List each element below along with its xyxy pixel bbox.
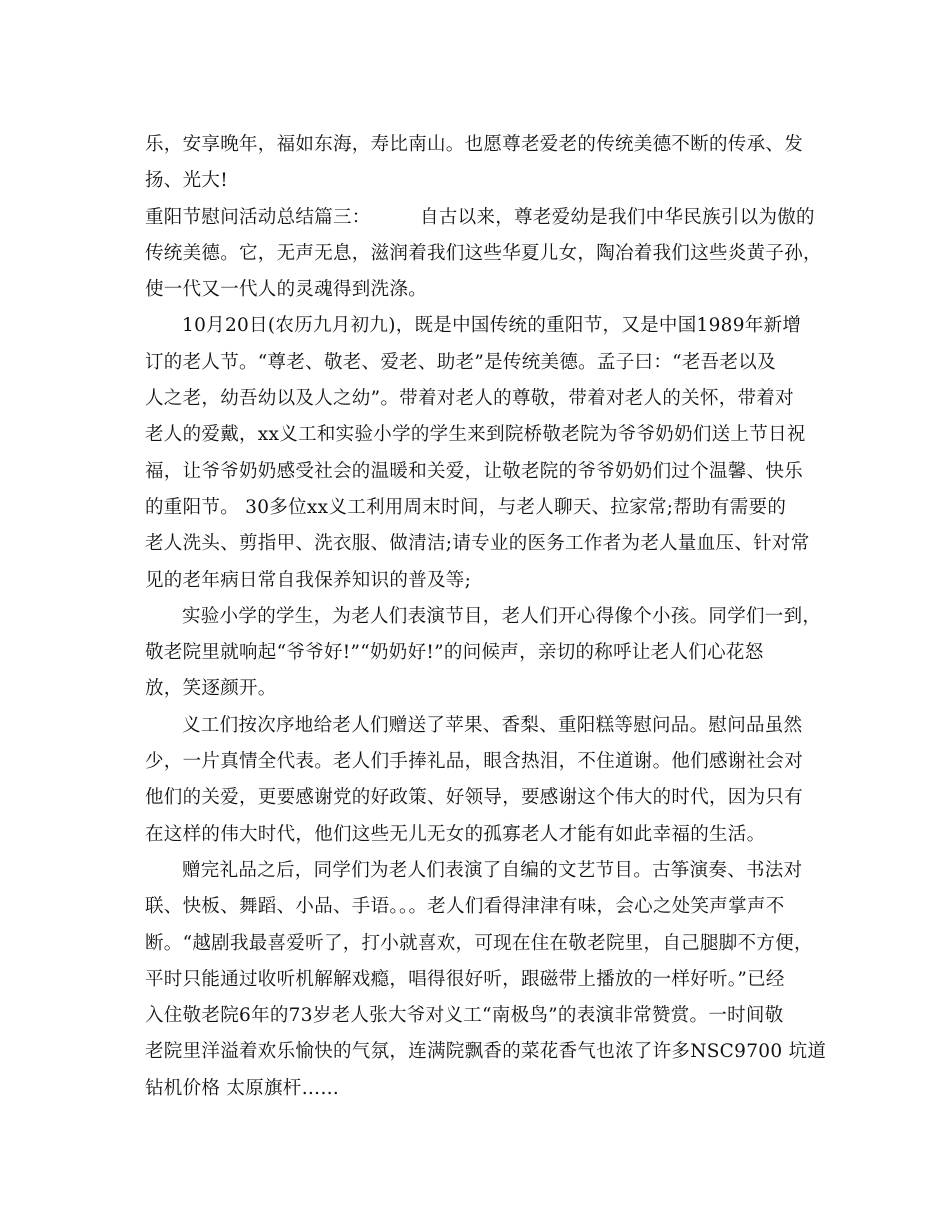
text-line: 扬、光大!	[145, 170, 228, 192]
text-line: 在这样的伟大时代，他们这些无儿无女的孤寡老人才能有如此幸福的生活。	[145, 823, 766, 845]
text-line: 联、快板、舞蹈、小品、手语。。。老人们看得津津有味，会心之处笑声掌声不	[145, 896, 785, 918]
text-line: 乐，安享晚年，福如东海，寿比南山。也愿尊老爱老的传统美德不断的传承、发	[145, 134, 804, 155]
text-line: 使一代又一代人的灵魂得到洗涤。	[145, 279, 428, 301]
text-line: 老人洗头、剪指甲、洗衣服、做清洁;请专业的医务工作者为老人量血压、针对常	[145, 533, 810, 555]
document-body	[145, 127, 827, 1107]
text-line: 他们的关爱，更要感谢党的好政策、好领导，要感谢这个伟大的时代，因为只有	[145, 787, 804, 809]
text-line: 福，让爷爷奶奶感受社会的温暖和关爱，让敬老院的爷爷奶奶们过个温馨、快乐	[145, 460, 804, 482]
text-line: 敬老院里就响起“爷爷好!”“奶奶好!”的问候声，亲切的称呼让老人们心花怒	[145, 642, 764, 664]
text-line: 老人的爱戴，xx义工和实验小学的学生来到院桥敬老院为爷爷奶奶们送上节日祝	[145, 424, 806, 446]
text-line: 老院里洋溢着欢乐愉快的气氛，连满院飘香的菜花香气也浓了许多NSC9700 坑道	[145, 1041, 827, 1063]
text-line: 的重阳节。 30多位xx义工利用周末时间，与老人聊天、拉家常;帮助有需要的	[145, 496, 787, 518]
text-line: 钻机价格 太原旗杆……	[145, 1077, 340, 1099]
text-line: 入住敬老院6年的73岁老人张大爷对义工“南极鸟”的表演非常赞赏。一时间敬	[145, 1005, 784, 1027]
text-line: 少，一片真情全代表。老人们手捧礼品，眼含热泪，不住道谢。他们感谢社会对	[145, 751, 804, 773]
text-line: 见的老年病日常自我保养知识的普及等;	[145, 569, 472, 591]
text-line: 断。“越剧我最喜爱听了，打小就喜欢，可现在住在敬老院里，自己腿脚不方便，	[145, 932, 813, 954]
text-line: 义工们按次序地给老人们赠送了苹果、香梨、重阳糕等慰问品。慰问品虽然	[182, 714, 803, 736]
text-line: 实验小学的学生，为老人们表演节目，老人们开心得像个小孩。同学们一到，	[182, 605, 822, 627]
text-line: 放，笑逐颜开。	[145, 678, 277, 700]
text-line: 平时只能通过收听机解解戏瘾，唱得很好听，跟磁带上播放的一样好听。”已经	[145, 968, 785, 990]
text-line: 传统美德。它，无声无息，滋润着我们这些华夏儿女，陶冶着我们这些炎黄子孙，	[145, 242, 822, 264]
text-line: 重阳节慰问活动总结篇三： 自古以来，尊老爱幼是我们中华民族引以为傲的	[145, 206, 815, 228]
text-line: 人之老，幼吾幼以及人之幼”。带着对老人的尊敬，带着对老人的关怀，带着对	[145, 388, 794, 410]
text-line: 赠完礼品之后，同学们为老人们表演了自编的文艺节目。古筝演奏、书法对	[182, 859, 803, 881]
text-line: 10月20日(农历九月初九)，既是中国传统的重阳节，又是中国1989年新增	[182, 315, 802, 337]
text-line: 订的老人节。“尊老、敬老、爱老、助老”是传统美德。孟子曰：“老吾老以及	[145, 351, 776, 373]
